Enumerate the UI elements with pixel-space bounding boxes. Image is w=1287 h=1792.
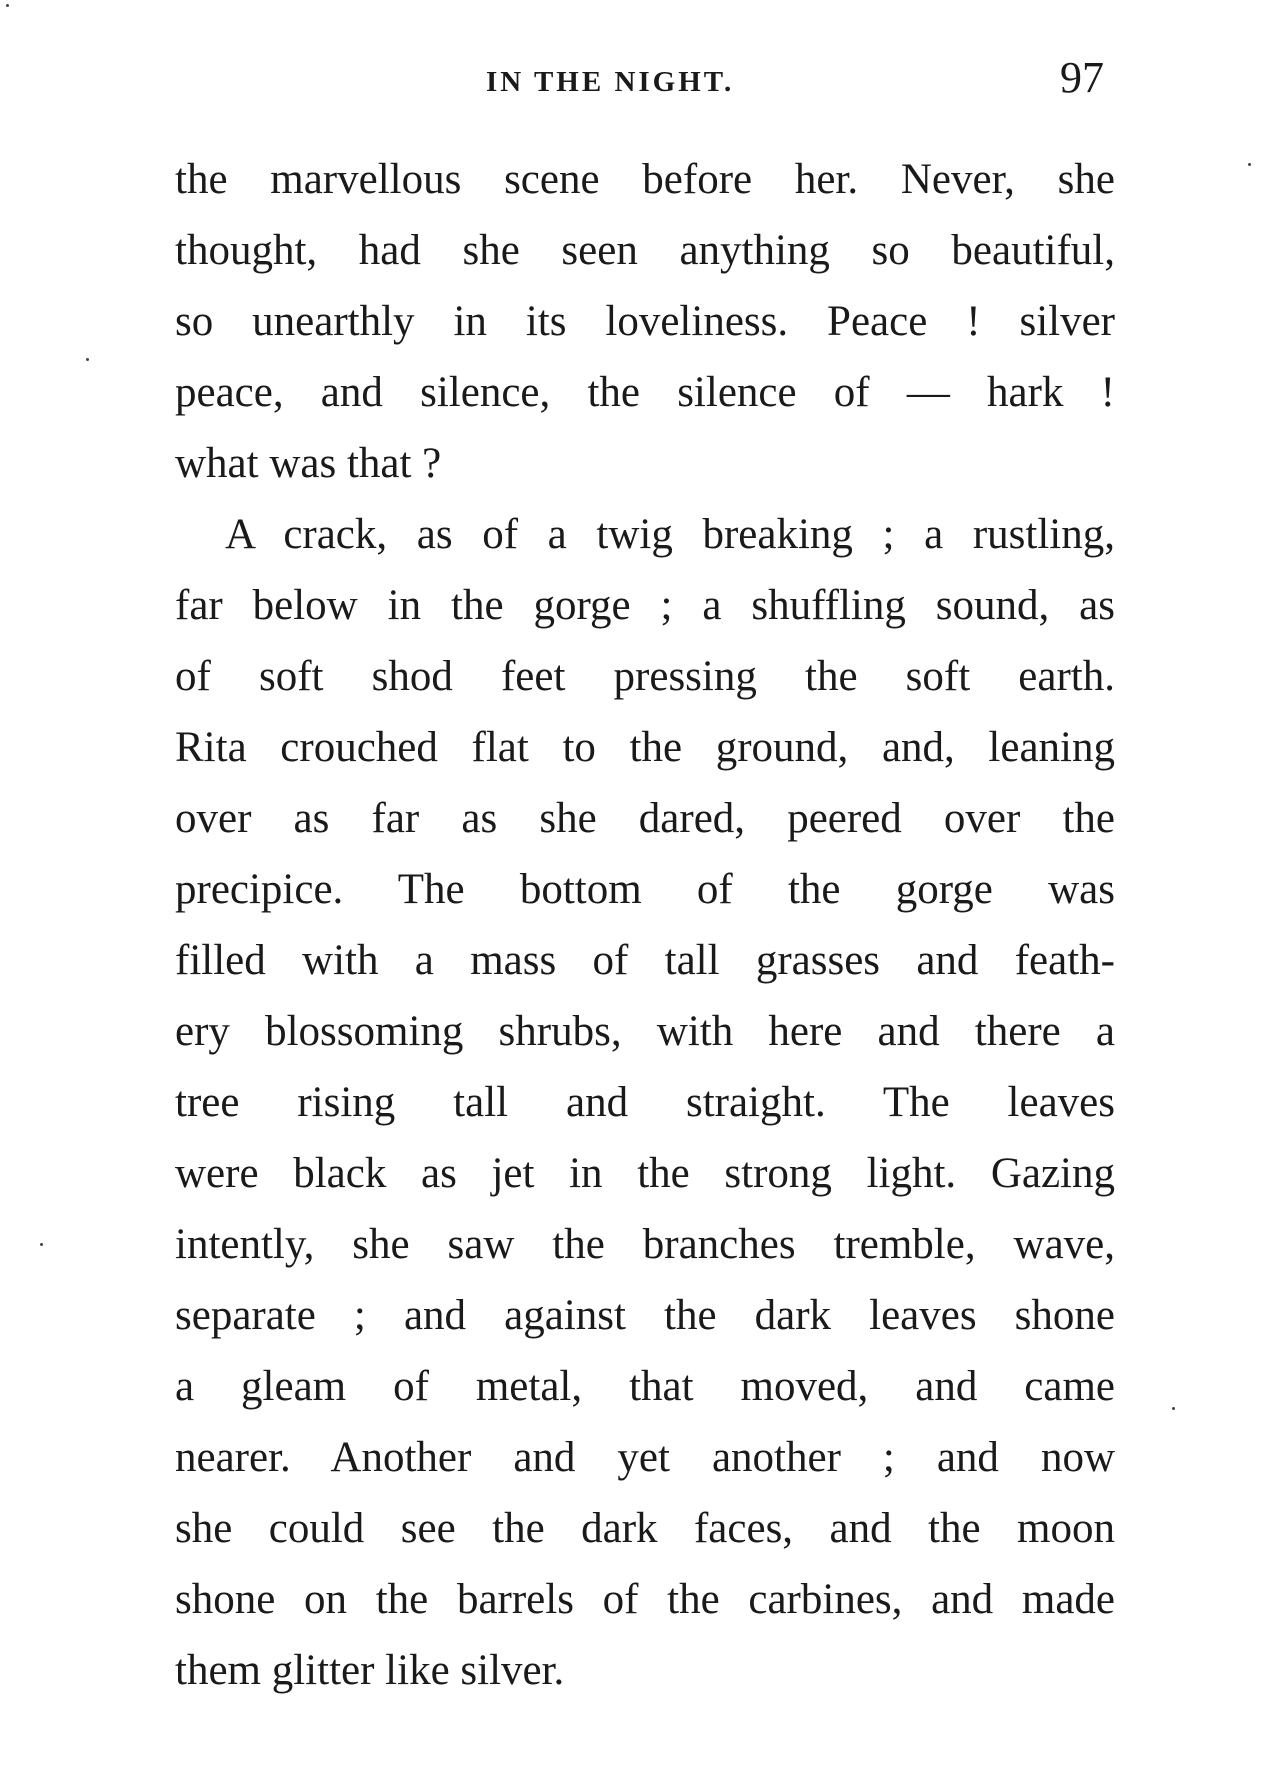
- paper-speck: [1172, 1407, 1175, 1410]
- text-line: them glitter like silver.: [175, 1647, 565, 1694]
- text-line: of soft shod feet pressing the soft earth.: [175, 653, 1115, 700]
- text-line: nearer. Another and yet another ; and now: [175, 1434, 1115, 1481]
- text-line: the marvellous scene before her. Never, she: [175, 156, 1115, 203]
- text-line: thought, had she seen anything so beautiful,: [175, 227, 1115, 274]
- text-line: tree rising tall and straight. The leaves: [175, 1079, 1115, 1126]
- text-line: peace, and silence, the silence of — hark !: [175, 369, 1115, 416]
- text-line: so unearthly in its loveliness. Peace ! silver: [175, 298, 1115, 345]
- paper-speck: [40, 1243, 43, 1246]
- text-line: Rita crouched flat to the ground, and, leaning: [175, 724, 1115, 771]
- running-head: [0, 52, 1287, 112]
- text-line: what was that ?: [175, 440, 442, 487]
- text-line: filled with a mass of tall grasses and feath-: [175, 937, 1115, 984]
- text-line: far below in the gorge ; a shuffling sound, as: [175, 582, 1115, 629]
- page-number: 97: [1060, 53, 1104, 102]
- running-title: IN THE NIGHT.: [486, 66, 735, 98]
- text-line: shone on the barrels of the carbines, and made: [175, 1576, 1115, 1623]
- paper-speck: [86, 358, 89, 361]
- text-line: A crack, as of a twig breaking ; a rustling,: [225, 511, 1115, 558]
- text-line: precipice. The bottom of the gorge was: [175, 866, 1115, 913]
- text-line: were black as jet in the strong light. Gazing: [175, 1150, 1115, 1197]
- text-line: over as far as she dared, peered over the: [175, 795, 1115, 842]
- body-text: [175, 144, 1115, 1706]
- text-line: she could see the dark faces, and the moon: [175, 1505, 1115, 1552]
- text-line: separate ; and against the dark leaves shone: [175, 1292, 1115, 1339]
- text-line: ery blossoming shrubs, with here and there a: [175, 1008, 1115, 1055]
- text-line: a gleam of metal, that moved, and came: [175, 1363, 1115, 1410]
- text-line: intently, she saw the branches tremble, wave,: [175, 1221, 1115, 1268]
- paper-speck: [1248, 163, 1251, 166]
- paper-speck: [6, 4, 9, 7]
